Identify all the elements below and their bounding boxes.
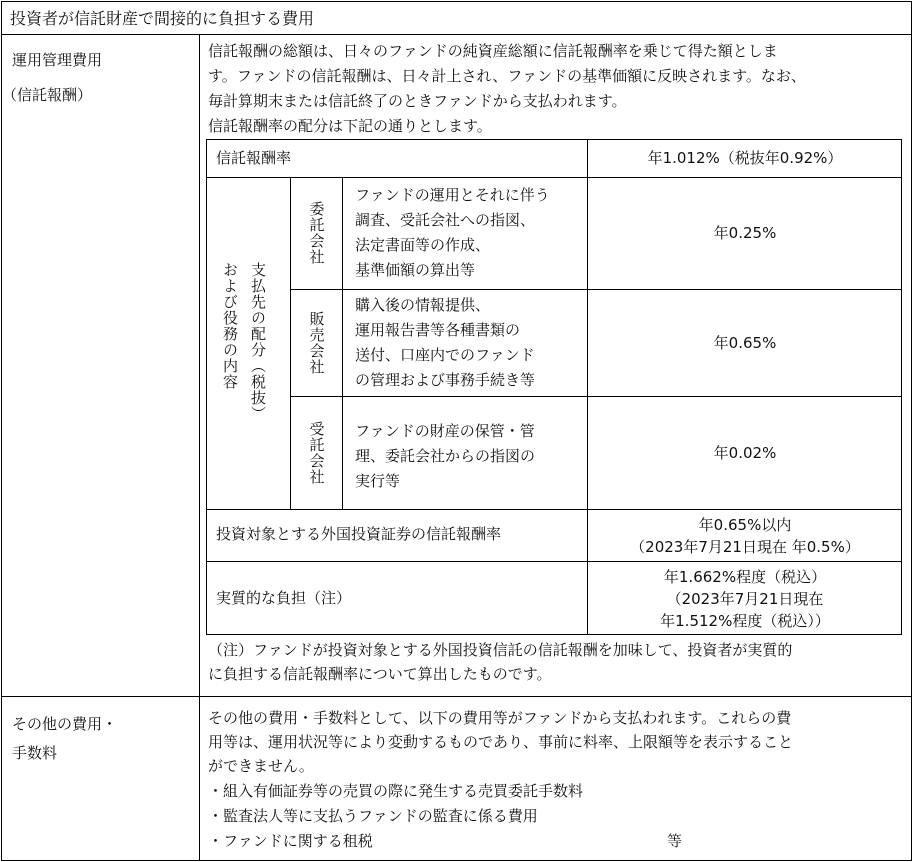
recipient-service: ファンドの運用とそれに伴う 調査、受託会社への指図、 法定書面等の作成、 基準価額の算出等 — [355, 186, 550, 279]
other-fees-etc: 等 — [667, 832, 683, 850]
other-fees-line: ができません。 — [208, 757, 314, 775]
intro-line: 信託報酬率の配分は下記の通りとします。 — [208, 117, 492, 135]
rate-value: 年1.012%（税抜年0.92%） — [647, 149, 843, 167]
effective-burden-label: 実質的な負担（注） — [216, 589, 352, 607]
recipient-name-distributor: 販売会社 — [307, 311, 326, 375]
allocation-label: および役務の内容 — [221, 262, 239, 390]
management-sublabel: （信託報酬） — [2, 86, 93, 104]
other-fees-item: ・ファンドに関する租税 — [208, 832, 373, 850]
other-fees-item: ・監査法人等に支払うファンドの監査に係る費用 — [208, 807, 538, 825]
foreign-rate-value: 年0.65%以内 （2023年7月21日現在 年0.5%） — [630, 515, 860, 556]
recipient-name-trustee: 受託会社 — [307, 421, 326, 485]
label-column-divider — [199, 34, 200, 861]
allocation-label: 支払先の配分（税抜） — [249, 262, 267, 422]
intro-line: 信託報酬の総額は、日々のファンドの純資産総額に信託報酬率を乗じて得た額としま — [208, 42, 778, 60]
note-line: に負担する信託報酬率について算出したものです。 — [208, 665, 552, 683]
intro-line: す。ファンドの信託報酬は、日々計上され、ファンドの基準価額に反映されます。なお、 — [208, 67, 806, 85]
recipient-rate: 年0.65% — [713, 333, 777, 352]
section-divider — [1, 696, 912, 697]
recipient-name-trustor: 委託会社 — [307, 201, 326, 265]
rate-label: 信託報酬率 — [216, 149, 292, 167]
title-divider — [1, 34, 912, 35]
recipient-service: 購入後の情報提供、 運用報告書等各種書類の 送付、口座内でのファンド の管理および事務手続き等 — [355, 296, 536, 389]
management-label: 運用管理費用 — [12, 51, 103, 69]
other-fees-label: その他の費用・ — [12, 715, 118, 733]
intro-line: 毎計算期末または信託終了のときファンドから支払われます。 — [208, 92, 627, 110]
effective-burden-value: 年1.662%程度（税込） （2023年7月21日現在 年1.512%程度（税込）） — [660, 567, 830, 630]
foreign-rate-label: 投資対象とする外国投資証券の信託報酬率 — [216, 525, 502, 543]
other-fees-line: その他の費用・手数料として、以下の費用等がファンドから支払われます。これらの費 — [208, 709, 792, 727]
table-rule — [206, 509, 902, 510]
table-rule — [342, 177, 343, 509]
recipient-service: ファンドの財産の保管・管 理、委託会社からの指図の 実行等 — [355, 422, 536, 490]
page-title: 投資者が信託財産で間接的に負担する費用 — [10, 9, 315, 28]
recipient-rate: 年0.02% — [713, 443, 777, 462]
note-line: （注）ファンドが投資対象とする外国投資信託の信託報酬を加味して、投資者が実質的 — [208, 641, 793, 659]
other-fees-label-2: 手数料 — [12, 744, 58, 762]
table-rule — [206, 561, 902, 562]
other-fees-item: ・組入有価証券等の売買の際に発生する売買委託手数料 — [208, 782, 584, 800]
recipient-rate: 年0.25% — [713, 223, 777, 242]
other-fees-line: 用等は、運用状況等により変動するものであり、事前に料率、上限額等を表示すること — [208, 733, 794, 751]
